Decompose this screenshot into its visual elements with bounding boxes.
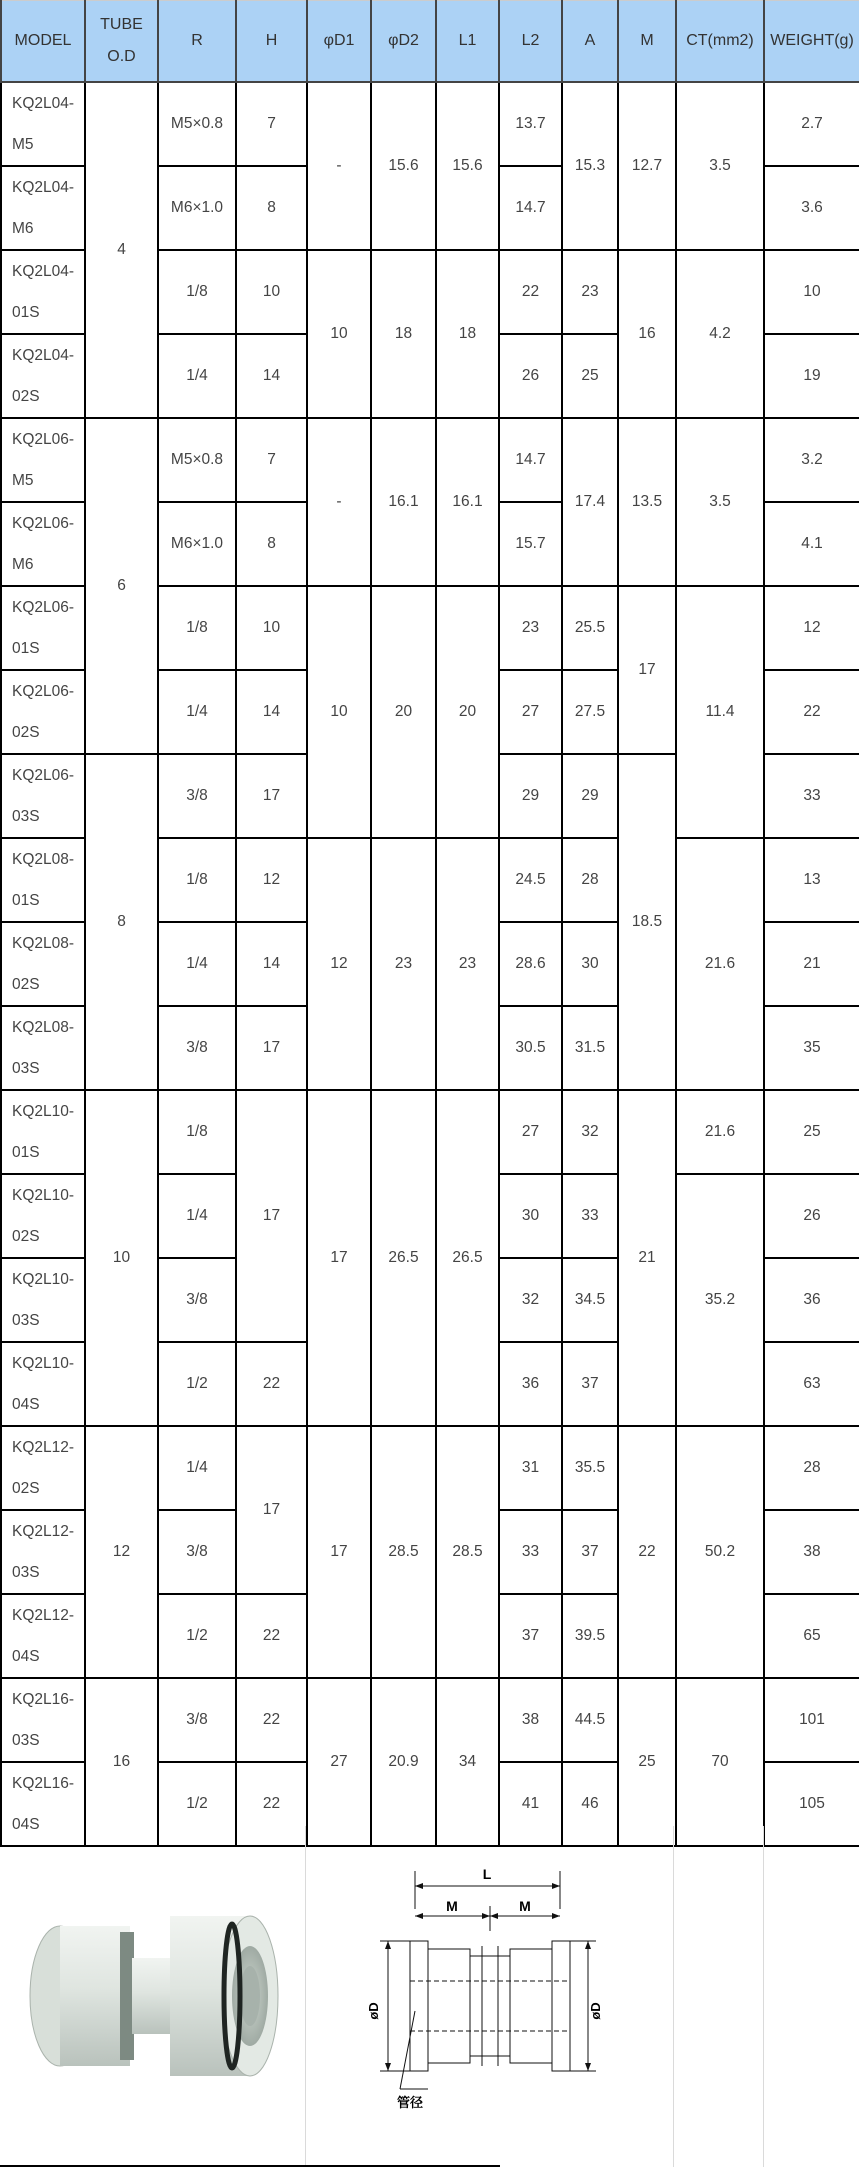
h-cell: 8	[236, 166, 307, 250]
h-cell: 14	[236, 922, 307, 1006]
a-cell: 27.5	[562, 670, 618, 754]
l2-cell: 38	[499, 1678, 562, 1762]
r-cell: 1/8	[158, 586, 236, 670]
weight-cell: 21	[764, 922, 859, 1006]
model-cell: KQ2L04-M6	[1, 166, 85, 250]
header-weight: WEIGHT(g)	[764, 1, 859, 82]
model-cell: KQ2L12-04S	[1, 1594, 85, 1678]
l2-cell: 15.7	[499, 502, 562, 586]
dimension-label-d-right: øD	[588, 2002, 603, 2020]
d1-cell: 17	[307, 1426, 371, 1678]
l1-cell: 28.5	[436, 1426, 499, 1678]
weight-cell: 63	[764, 1342, 859, 1426]
a-cell: 33	[562, 1174, 618, 1258]
m-cell: 16	[618, 250, 676, 418]
ct-cell: 11.4	[676, 586, 764, 838]
r-cell: 1/8	[158, 838, 236, 922]
ct-cell: 3.5	[676, 82, 764, 250]
dimension-label-m-left: M	[446, 1898, 458, 1914]
tube-od-cell: 6	[85, 418, 158, 754]
a-cell: 28	[562, 838, 618, 922]
table-row	[1, 1678, 859, 1762]
header-h: H	[236, 1, 307, 82]
l2-cell: 30	[499, 1174, 562, 1258]
a-cell: 37	[562, 1342, 618, 1426]
tube-od-cell: 4	[85, 82, 158, 418]
r-cell: M5×0.8	[158, 82, 236, 166]
d1-cell: 12	[307, 838, 371, 1090]
header-d1: φD1	[307, 1, 371, 82]
r-cell: 1/8	[158, 250, 236, 334]
model-cell: KQ2L10-02S	[1, 1174, 85, 1258]
l1-cell: 23	[436, 838, 499, 1090]
product-photo	[20, 1886, 290, 2106]
l2-cell: 41	[499, 1762, 562, 1846]
l2-cell: 33	[499, 1510, 562, 1594]
divider	[673, 1826, 674, 2167]
d2-cell: 26.5	[371, 1090, 436, 1426]
h-cell: 7	[236, 418, 307, 502]
r-cell: 1/4	[158, 334, 236, 418]
r-cell: 1/2	[158, 1594, 236, 1678]
m-cell: 12.7	[618, 82, 676, 250]
dimension-label-m-right: M	[519, 1898, 531, 1914]
model-cell: KQ2L12-02S	[1, 1426, 85, 1510]
d1-cell: -	[307, 82, 371, 250]
a-cell: 35.5	[562, 1426, 618, 1510]
model-cell: KQ2L06-03S	[1, 754, 85, 838]
model-cell: KQ2L06-02S	[1, 670, 85, 754]
h-cell: 22	[236, 1594, 307, 1678]
header-l2: L2	[499, 1, 562, 82]
weight-cell: 12	[764, 586, 859, 670]
m-cell: 13.5	[618, 418, 676, 586]
l2-cell: 26	[499, 334, 562, 418]
weight-cell: 4.1	[764, 502, 859, 586]
weight-cell: 105	[764, 1762, 859, 1846]
h-cell: 17	[236, 1426, 307, 1594]
h-cell: 8	[236, 502, 307, 586]
l2-cell: 32	[499, 1258, 562, 1342]
a-cell: 23	[562, 250, 618, 334]
weight-cell: 38	[764, 1510, 859, 1594]
model-cell: KQ2L08-03S	[1, 1006, 85, 1090]
table-row	[1, 418, 859, 502]
a-cell: 30	[562, 922, 618, 1006]
weight-cell: 35	[764, 1006, 859, 1090]
l2-cell: 14.7	[499, 418, 562, 502]
r-cell: 3/8	[158, 1678, 236, 1762]
r-cell: M6×1.0	[158, 502, 236, 586]
header-d2: φD2	[371, 1, 436, 82]
table-row	[1, 82, 859, 166]
r-cell: 1/4	[158, 922, 236, 1006]
l2-cell: 13.7	[499, 82, 562, 166]
l2-cell: 27	[499, 1090, 562, 1174]
tube-od-cell: 10	[85, 1090, 158, 1426]
model-cell: KQ2L12-03S	[1, 1510, 85, 1594]
m-cell: 17	[618, 586, 676, 754]
h-cell: 7	[236, 82, 307, 166]
tube-od-cell: 8	[85, 754, 158, 1090]
ct-cell: 50.2	[676, 1426, 764, 1678]
a-cell: 32	[562, 1090, 618, 1174]
a-cell: 25	[562, 334, 618, 418]
weight-cell: 2.7	[764, 82, 859, 166]
l2-cell: 24.5	[499, 838, 562, 922]
d2-cell: 16.1	[371, 418, 436, 586]
dimension-label-l: L	[482, 1866, 492, 1882]
tube-od-cell: 12	[85, 1426, 158, 1678]
d2-cell: 20	[371, 586, 436, 838]
weight-cell: 13	[764, 838, 859, 922]
a-cell: 39.5	[562, 1594, 618, 1678]
l2-cell: 23	[499, 586, 562, 670]
l1-cell: 18	[436, 250, 499, 418]
l2-cell: 22	[499, 250, 562, 334]
ct-cell: 4.2	[676, 250, 764, 418]
header-tube-od: TUBE O.D	[85, 1, 158, 82]
weight-cell: 28	[764, 1426, 859, 1510]
model-cell: KQ2L10-03S	[1, 1258, 85, 1342]
d1-cell: 17	[307, 1090, 371, 1426]
table-row	[1, 1426, 859, 1510]
model-cell: KQ2L16-04S	[1, 1762, 85, 1846]
weight-cell: 33	[764, 754, 859, 838]
l2-cell: 30.5	[499, 1006, 562, 1090]
h-cell: 17	[236, 754, 307, 838]
a-cell: 31.5	[562, 1006, 618, 1090]
model-cell: KQ2L04-M5	[1, 82, 85, 166]
a-cell: 29	[562, 754, 618, 838]
model-cell: KQ2L06-01S	[1, 586, 85, 670]
header-ct: CT(mm2)	[676, 1, 764, 82]
weight-cell: 25	[764, 1090, 859, 1174]
l2-cell: 27	[499, 670, 562, 754]
d1-cell: 27	[307, 1678, 371, 1846]
l2-cell: 14.7	[499, 166, 562, 250]
a-cell: 44.5	[562, 1678, 618, 1762]
model-cell: KQ2L06-M5	[1, 418, 85, 502]
l1-cell: 26.5	[436, 1090, 499, 1426]
header-model: MODEL	[1, 1, 85, 82]
product-images-row	[0, 1826, 859, 2167]
l1-cell: 20	[436, 586, 499, 838]
weight-cell: 65	[764, 1594, 859, 1678]
r-cell: 1/2	[158, 1762, 236, 1846]
r-cell: 1/8	[158, 1090, 236, 1174]
l2-cell: 29	[499, 754, 562, 838]
ct-cell: 21.6	[676, 1090, 764, 1174]
r-cell: 3/8	[158, 1510, 236, 1594]
h-cell: 22	[236, 1342, 307, 1426]
model-cell: KQ2L16-03S	[1, 1678, 85, 1762]
l1-cell: 34	[436, 1678, 499, 1846]
d2-cell: 18	[371, 250, 436, 418]
r-cell: 3/8	[158, 754, 236, 838]
h-cell: 10	[236, 250, 307, 334]
header-r: R	[158, 1, 236, 82]
d2-cell: 15.6	[371, 82, 436, 250]
a-cell: 17.4	[562, 418, 618, 586]
l1-cell: 15.6	[436, 82, 499, 250]
ct-cell: 35.2	[676, 1174, 764, 1426]
h-cell: 17	[236, 1090, 307, 1342]
r-cell: 3/8	[158, 1006, 236, 1090]
h-cell: 14	[236, 334, 307, 418]
header-row	[1, 1, 859, 82]
d2-cell: 23	[371, 838, 436, 1090]
d2-cell: 20.9	[371, 1678, 436, 1846]
h-cell: 22	[236, 1762, 307, 1846]
m-cell: 22	[618, 1426, 676, 1678]
model-cell: KQ2L06-M6	[1, 502, 85, 586]
m-cell: 25	[618, 1678, 676, 1846]
d1-cell: -	[307, 418, 371, 586]
a-cell: 25.5	[562, 586, 618, 670]
d2-cell: 28.5	[371, 1426, 436, 1678]
h-cell: 12	[236, 838, 307, 922]
h-cell: 17	[236, 1006, 307, 1090]
weight-cell: 3.2	[764, 418, 859, 502]
l1-cell: 16.1	[436, 418, 499, 586]
l2-cell: 28.6	[499, 922, 562, 1006]
dimension-label-d-left: øD	[366, 2002, 381, 2020]
r-cell: M6×1.0	[158, 166, 236, 250]
l2-cell: 31	[499, 1426, 562, 1510]
weight-cell: 36	[764, 1258, 859, 1342]
weight-cell: 19	[764, 334, 859, 418]
weight-cell: 10	[764, 250, 859, 334]
a-cell: 15.3	[562, 82, 618, 250]
ct-cell: 70	[676, 1678, 764, 1846]
divider	[305, 1826, 306, 2167]
l2-cell: 36	[499, 1342, 562, 1426]
d1-cell: 10	[307, 586, 371, 838]
r-cell: 1/2	[158, 1342, 236, 1426]
d1-cell: 10	[307, 250, 371, 418]
r-cell: 1/4	[158, 1174, 236, 1258]
model-cell: KQ2L10-01S	[1, 1090, 85, 1174]
tube-od-cell: 16	[85, 1678, 158, 1846]
model-cell: KQ2L08-01S	[1, 838, 85, 922]
r-cell: 1/4	[158, 670, 236, 754]
model-cell: KQ2L04-01S	[1, 250, 85, 334]
tube-diameter-label: 管径	[396, 2096, 424, 2111]
r-cell: 1/4	[158, 1426, 236, 1510]
r-cell: 3/8	[158, 1258, 236, 1342]
model-cell: KQ2L08-02S	[1, 922, 85, 1006]
weight-cell: 22	[764, 670, 859, 754]
model-cell: KQ2L10-04S	[1, 1342, 85, 1426]
dimension-drawing	[360, 1861, 610, 2121]
weight-cell: 3.6	[764, 166, 859, 250]
header-m: M	[618, 1, 676, 82]
table-row	[1, 1090, 859, 1174]
h-cell: 14	[236, 670, 307, 754]
weight-cell: 101	[764, 1678, 859, 1762]
ct-cell: 3.5	[676, 418, 764, 586]
header-l1: L1	[436, 1, 499, 82]
ct-cell: 21.6	[676, 838, 764, 1090]
h-cell: 22	[236, 1678, 307, 1762]
model-cell: KQ2L04-02S	[1, 334, 85, 418]
a-cell: 46	[562, 1762, 618, 1846]
m-cell: 21	[618, 1090, 676, 1426]
a-cell: 34.5	[562, 1258, 618, 1342]
h-cell: 10	[236, 586, 307, 670]
header-a: A	[562, 1, 618, 82]
weight-cell: 26	[764, 1174, 859, 1258]
l2-cell: 37	[499, 1594, 562, 1678]
m-cell: 18.5	[618, 754, 676, 1090]
a-cell: 37	[562, 1510, 618, 1594]
r-cell: M5×0.8	[158, 418, 236, 502]
divider	[763, 1826, 764, 2167]
